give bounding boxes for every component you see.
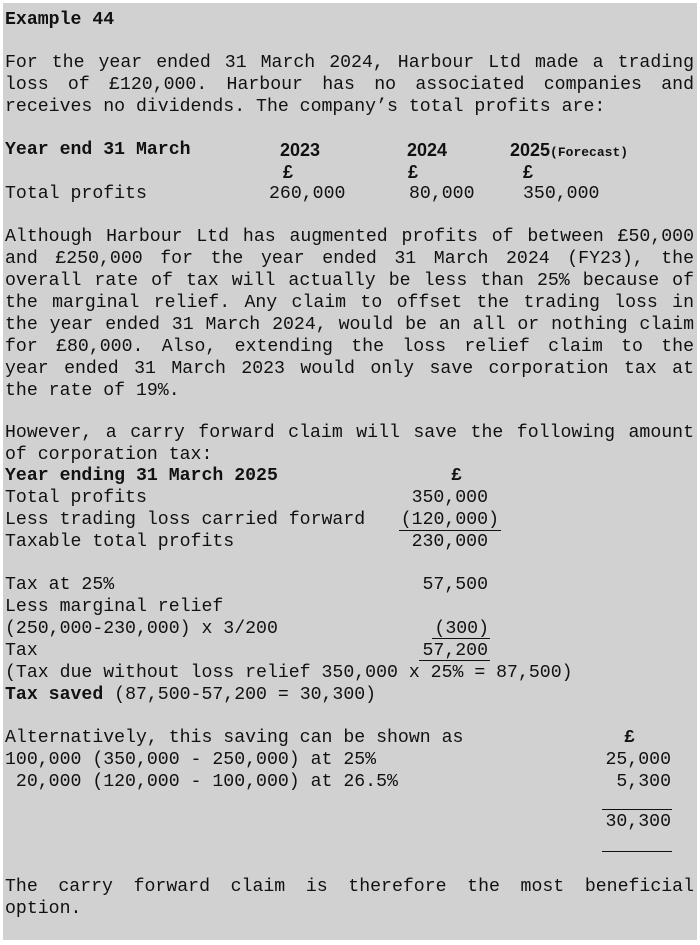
column-year-2025 <box>510 139 628 161</box>
computation-value: 350,000 <box>411 488 488 508</box>
para2-line-8: the rate of 19%. <box>5 381 180 401</box>
alternative-currency: £ <box>624 728 635 748</box>
computation-label: Less trading loss carried forward <box>5 510 366 530</box>
tax-value: 57,200 <box>422 641 488 661</box>
tax-value: 57,500 <box>422 575 488 595</box>
alternative-value: 25,000 <box>605 750 671 770</box>
alternative-label: 20,000 (120,000 - 100,000) at 26.5% <box>5 772 398 792</box>
tax-label: Tax <box>5 641 38 661</box>
example-title: Example 44 <box>5 10 115 30</box>
intro-line-2: loss of £120,000. Harbour has no associated companies and <box>5 75 694 95</box>
column-year-2023: 2023 <box>280 140 321 160</box>
computation-value: 230,000 <box>411 532 488 552</box>
alternative-total: 30,300 <box>605 812 671 832</box>
forecast-note: (Forecast) <box>550 145 629 160</box>
subtotal-rule <box>432 638 490 639</box>
intro-line-3: receives no dividends. The company’s total profits are: <box>5 97 606 117</box>
para2-line-6: for £80,000. Also, extending the loss relief claim to the <box>5 337 694 357</box>
alternative-intro: Alternatively, this saving can be shown as <box>5 728 464 748</box>
year-label: 2025 <box>510 140 551 160</box>
total-rule-top <box>602 809 672 810</box>
tax-saved-line <box>5 684 376 706</box>
computation-value: (120,000) <box>400 510 499 530</box>
para2-line-4: the marginal relief. Any claim to offset the trading loss in <box>5 293 694 313</box>
document-page <box>3 3 697 940</box>
profits-2025: 350,000 <box>523 184 600 204</box>
currency-2024: £ <box>408 162 419 182</box>
table-row-label: Total profits <box>5 184 147 204</box>
computation-label: Taxable total profits <box>5 532 235 552</box>
tax-label: Tax at 25% <box>5 575 115 595</box>
table-row-header: Year end 31 March <box>5 140 191 160</box>
total-rule-bottom <box>602 851 672 852</box>
conclusion-line-2: option. <box>5 899 82 919</box>
para2-line-2: and £250,000 for the year ended 31 March 2024 (FY23), the <box>5 249 694 269</box>
tax-saved-detail: (87,500-57,200 = 30,300) <box>103 685 377 705</box>
currency-2023: £ <box>283 162 294 182</box>
computation-note: (Tax due without loss relief 350,000 x 25% = 87,500) <box>5 663 573 683</box>
intro-line-1: For the year ended 31 March 2024, Harbour Ltd made a trading <box>5 53 694 73</box>
column-year-2024: 2024 <box>407 140 448 160</box>
computation-label: Total profits <box>5 488 147 508</box>
para3-line-1: However, a carry forward claim will save the following amount <box>5 423 694 443</box>
profits-2023: 260,000 <box>269 184 346 204</box>
alternative-value: 5,300 <box>616 772 671 792</box>
para3-line-2: of corporation tax: <box>5 445 213 465</box>
para2-line-3: overall rate of tax will actually be less than 25% because of <box>5 271 694 291</box>
para2-line-1: Although Harbour Ltd has augmented profits of between £50,000 <box>5 227 694 247</box>
tax-label: (250,000-230,000) x 3/200 <box>5 619 278 639</box>
currency-2025: £ <box>523 162 534 182</box>
computation-header: Year ending 31 March 2025 <box>5 466 278 486</box>
profits-2024: 80,000 <box>409 184 475 204</box>
computation-currency: £ <box>451 466 462 486</box>
tax-saved-label: Tax saved <box>5 685 104 705</box>
para2-line-7: year ended 31 March 2023 would only save corporation tax at <box>5 359 694 379</box>
tax-value: (300) <box>434 619 489 639</box>
alternative-label: 100,000 (350,000 - 250,000) at 25% <box>5 750 377 770</box>
conclusion-line-1: The carry forward claim is therefore the most beneficial <box>5 877 694 897</box>
total-rule <box>419 660 490 661</box>
tax-label: Less marginal relief <box>5 597 224 617</box>
para2-line-5: the year ended 31 March 2024, would be an all or nothing claim <box>5 315 694 335</box>
